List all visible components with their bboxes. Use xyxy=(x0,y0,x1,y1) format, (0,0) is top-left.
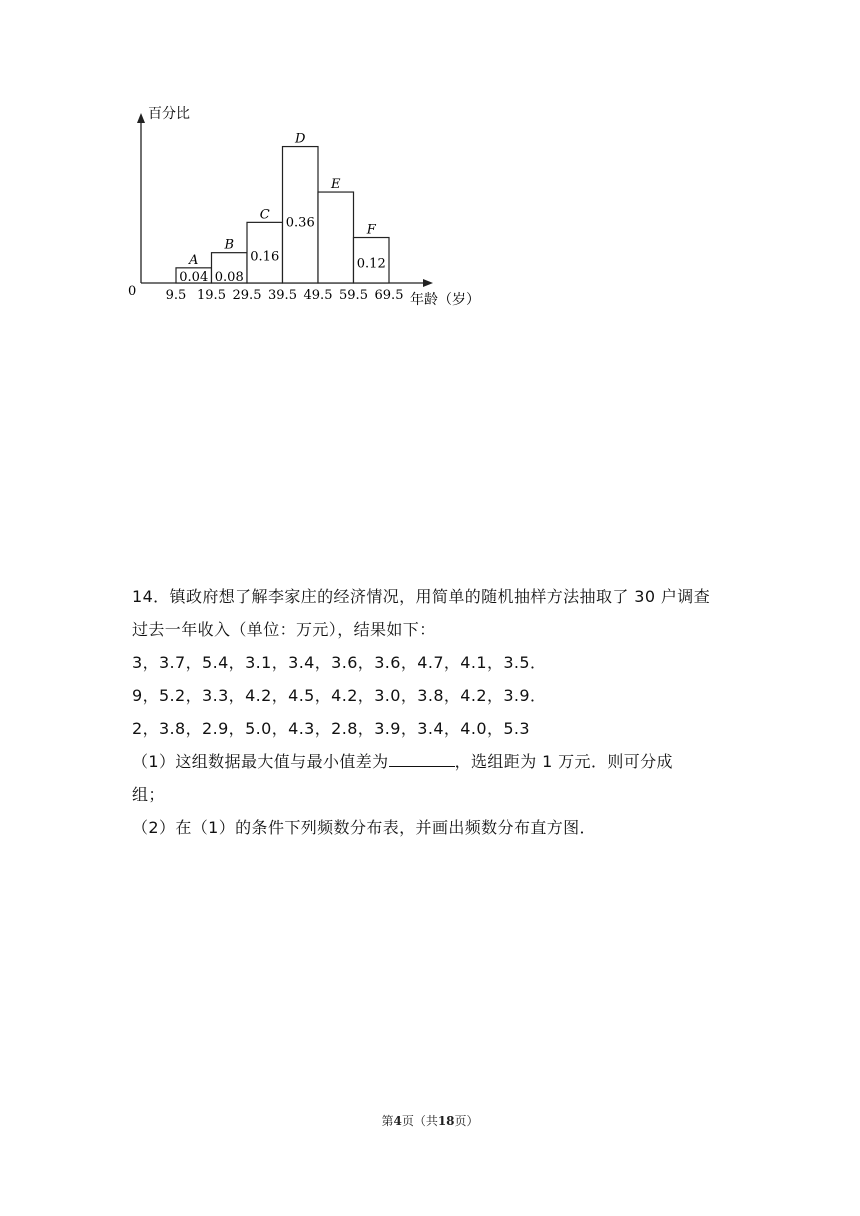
data-row-3: 2，3.8，2.9，5.0，4.3，2.8，3.9，3.4，4.0，5.3 xyxy=(132,719,530,738)
bar-value-b: 0.08 xyxy=(214,270,244,285)
x-tick-label: 29.5 xyxy=(232,288,262,303)
question-14 xyxy=(132,580,772,844)
y-axis-arrow xyxy=(137,113,145,123)
bar-letter-e: E xyxy=(331,177,341,193)
bar-letter-d: D xyxy=(295,131,306,147)
x-tick-label: 19.5 xyxy=(197,288,226,303)
bar-letter-c: C xyxy=(259,207,270,223)
part-1-end: 组； xyxy=(132,785,165,804)
bar-value-d: 0.36 xyxy=(285,215,315,231)
question-line-1: 14．镇政府想了解李家庄的经济情况，用简单的随机抽样方法抽取了 30 户调查 xyxy=(132,587,711,606)
part-1 xyxy=(132,745,772,778)
x-tick-label: 39.5 xyxy=(268,288,297,303)
footer-total-pages: 18 xyxy=(437,1114,455,1128)
bar-value-a: 0.04 xyxy=(179,270,209,285)
bar-value-c: 0.16 xyxy=(250,249,280,265)
bar-letter-a: A xyxy=(189,252,199,268)
footer-suffix: 页） xyxy=(454,1114,479,1128)
part-2: （2）在（1）的条件下列频数分布表，并画出频数分布直方图． xyxy=(132,818,596,837)
footer-page-number: 4 xyxy=(393,1114,402,1128)
question-line-2: 过去一年收入（单位：万元），结果如下： xyxy=(132,620,436,639)
bar-letter-f: F xyxy=(366,222,376,238)
y-axis-label: 百分比 xyxy=(148,106,190,122)
histogram-bar-e xyxy=(318,192,354,283)
x-axis-label: 年龄（岁） xyxy=(410,292,480,308)
part-1-text-after: ，选组距为 1 万元．则可分成 xyxy=(454,752,673,771)
x-axis-arrow xyxy=(423,279,433,287)
page-footer xyxy=(0,1112,860,1129)
x-tick-label: 49.5 xyxy=(303,288,333,303)
footer-prefix: 第 xyxy=(381,1114,394,1128)
footer-middle: 页（共 xyxy=(401,1114,438,1128)
histogram-chart xyxy=(110,95,490,320)
x-tick-label: 9.5 xyxy=(165,288,187,303)
data-row-2: 9，5.2，3.3，4.2，4.5，4.2，3.0，3.8，4.2，3.9． xyxy=(132,686,547,705)
x-tick-label: 59.5 xyxy=(339,288,368,303)
bar-value-f: 0.12 xyxy=(356,256,386,272)
origin-label: 0 xyxy=(128,284,137,299)
data-row-1: 3，3.7，5.4，3.1，3.4，3.6，3.6，4.7，4.1，3.5． xyxy=(132,653,547,672)
bar-letter-b: B xyxy=(224,237,235,253)
x-tick-label: 69.5 xyxy=(374,288,404,303)
answer-blank[interactable] xyxy=(389,766,455,767)
part-1-text: （1）这组数据最大值与最小值差为 xyxy=(132,752,389,771)
